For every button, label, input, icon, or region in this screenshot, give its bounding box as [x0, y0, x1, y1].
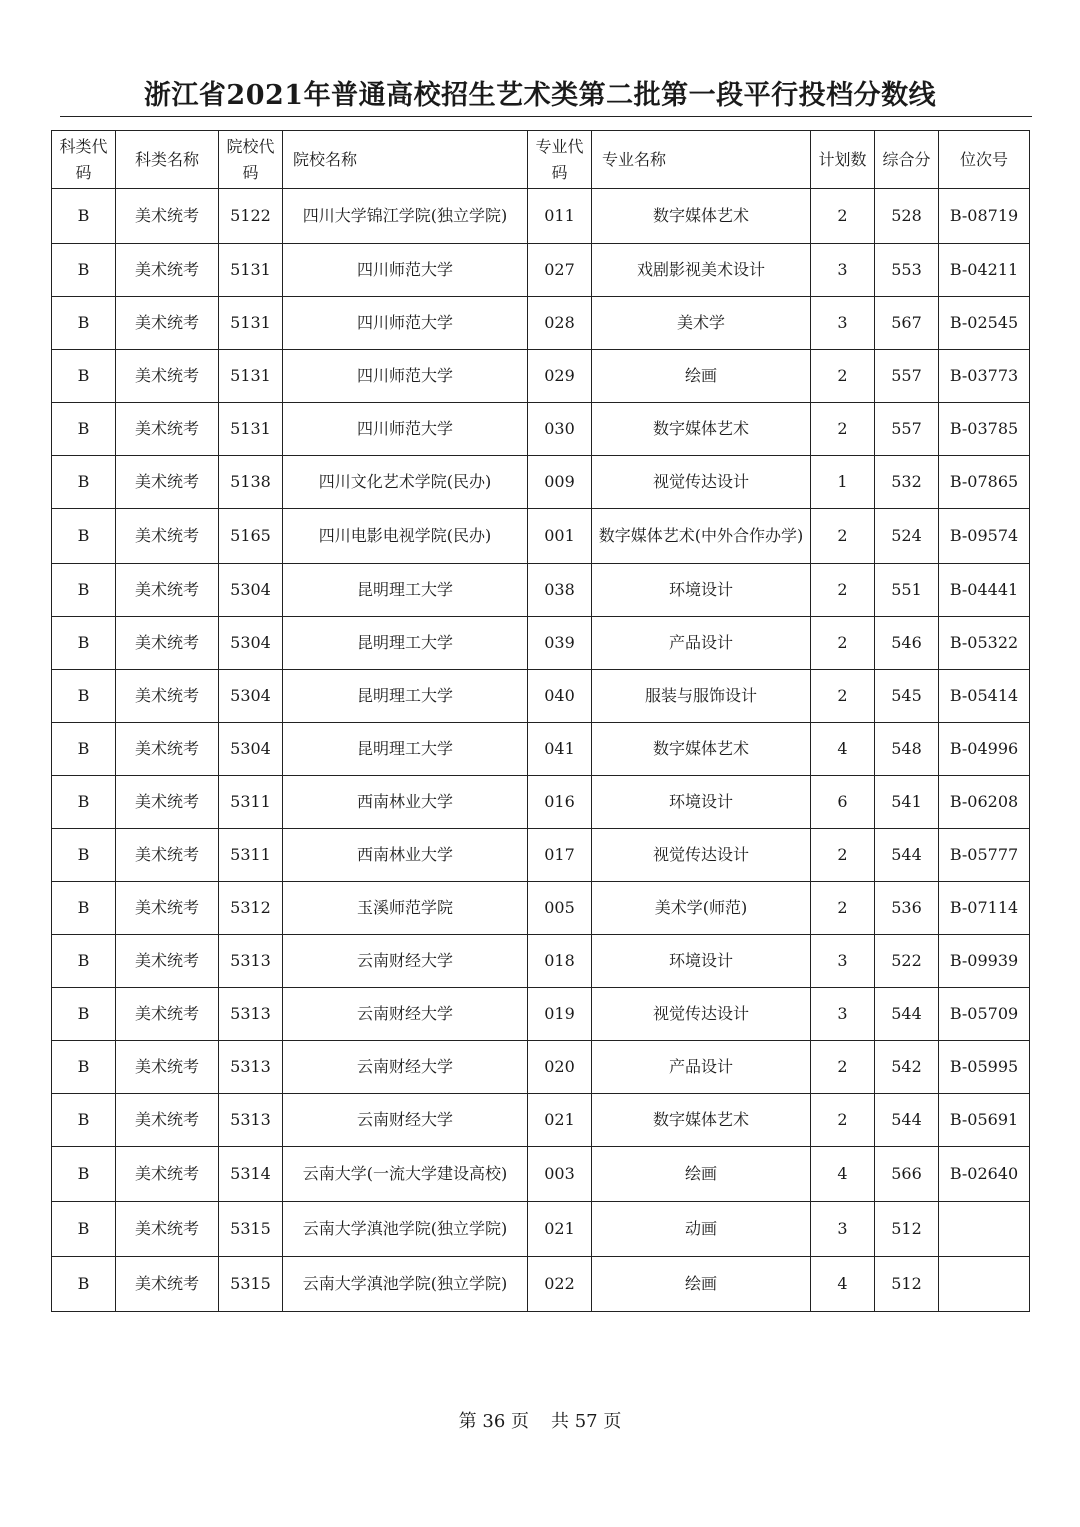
table-row — [52, 829, 1030, 882]
major-name-cell: 环境设计 — [592, 776, 811, 829]
rank-cell: B-06208 — [939, 776, 1030, 829]
rank-cell: B-03773 — [939, 350, 1030, 403]
composite-score-cell: 536 — [875, 882, 939, 935]
rank-cell: B-05995 — [939, 1041, 1030, 1094]
table-body — [52, 189, 1030, 1312]
composite-score-cell: 544 — [875, 1094, 939, 1147]
major-name-cell: 绘画 — [592, 350, 811, 403]
school-name-cell: 四川文化艺术学院(民办) — [283, 456, 528, 509]
composite-score-cell: 524 — [875, 509, 939, 564]
table-row — [52, 456, 1030, 509]
plan-count-cell: 2 — [811, 350, 875, 403]
subject-name-cell: 美术统考 — [116, 1041, 219, 1094]
school-code-cell: 5312 — [219, 882, 283, 935]
composite-score-cell: 544 — [875, 829, 939, 882]
subject-code-cell: B — [52, 1202, 116, 1257]
school-name-cell: 昆明理工大学 — [283, 564, 528, 617]
major-code-cell: 005 — [528, 882, 592, 935]
table-row — [52, 297, 1030, 350]
school-code-cell: 5165 — [219, 509, 283, 564]
composite-score-cell: 532 — [875, 456, 939, 509]
major-code-cell: 018 — [528, 935, 592, 988]
major-name-cell: 视觉传达设计 — [592, 988, 811, 1041]
header-major-name: 专业名称 — [592, 131, 811, 189]
page-number: 第 36 页 — [458, 1411, 529, 1432]
major-code-cell: 009 — [528, 456, 592, 509]
major-code-cell: 041 — [528, 723, 592, 776]
school-name-cell: 四川电影电视学院(民办) — [283, 509, 528, 564]
header-plan-count: 计划数 — [811, 131, 875, 189]
school-code-cell: 5138 — [219, 456, 283, 509]
rank-cell — [939, 1257, 1030, 1312]
subject-name-cell: 美术统考 — [116, 670, 219, 723]
composite-score-cell: 553 — [875, 244, 939, 297]
header-rank: 位次号 — [939, 131, 1030, 189]
school-code-cell: 5313 — [219, 1041, 283, 1094]
school-name-cell: 四川大学锦江学院(独立学院) — [283, 189, 528, 244]
school-code-cell: 5314 — [219, 1147, 283, 1202]
subject-name-cell: 美术统考 — [116, 297, 219, 350]
major-code-cell: 038 — [528, 564, 592, 617]
major-name-cell: 产品设计 — [592, 617, 811, 670]
subject-code-cell: B — [52, 1041, 116, 1094]
plan-count-cell: 2 — [811, 564, 875, 617]
plan-count-cell: 2 — [811, 509, 875, 564]
school-name-cell: 云南财经大学 — [283, 1041, 528, 1094]
major-code-cell: 039 — [528, 617, 592, 670]
school-name-cell: 云南大学滇池学院(独立学院) — [283, 1257, 528, 1312]
rank-cell: B-02545 — [939, 297, 1030, 350]
subject-code-cell: B — [52, 723, 116, 776]
major-name-cell: 视觉传达设计 — [592, 829, 811, 882]
school-code-cell: 5313 — [219, 988, 283, 1041]
major-code-cell: 021 — [528, 1202, 592, 1257]
subject-name-cell: 美术统考 — [116, 617, 219, 670]
plan-count-cell: 2 — [811, 670, 875, 723]
major-code-cell: 021 — [528, 1094, 592, 1147]
title-divider — [60, 116, 1032, 117]
rank-cell: B-04211 — [939, 244, 1030, 297]
table-row — [52, 244, 1030, 297]
rank-cell: B-03785 — [939, 403, 1030, 456]
header-major-code: 专业代码 — [528, 131, 592, 189]
composite-score-cell: 522 — [875, 935, 939, 988]
subject-code-cell: B — [52, 1147, 116, 1202]
school-name-cell: 四川师范大学 — [283, 403, 528, 456]
school-code-cell: 5304 — [219, 564, 283, 617]
rank-cell — [939, 1202, 1030, 1257]
table-row — [52, 1202, 1030, 1257]
composite-score-cell: 548 — [875, 723, 939, 776]
major-name-cell: 戏剧影视美术设计 — [592, 244, 811, 297]
subject-name-cell: 美术统考 — [116, 829, 219, 882]
school-name-cell: 昆明理工大学 — [283, 617, 528, 670]
composite-score-cell: 541 — [875, 776, 939, 829]
school-name-cell: 云南财经大学 — [283, 935, 528, 988]
plan-count-cell: 4 — [811, 1147, 875, 1202]
major-name-cell: 数字媒体艺术 — [592, 723, 811, 776]
major-name-cell: 动画 — [592, 1202, 811, 1257]
major-code-cell: 040 — [528, 670, 592, 723]
school-code-cell: 5311 — [219, 776, 283, 829]
table-row — [52, 350, 1030, 403]
composite-score-cell: 566 — [875, 1147, 939, 1202]
plan-count-cell: 2 — [811, 403, 875, 456]
subject-code-cell: B — [52, 776, 116, 829]
subject-name-cell: 美术统考 — [116, 456, 219, 509]
table-row — [52, 509, 1030, 564]
rank-cell: B-09574 — [939, 509, 1030, 564]
major-name-cell: 绘画 — [592, 1147, 811, 1202]
school-code-cell: 5131 — [219, 244, 283, 297]
subject-code-cell: B — [52, 935, 116, 988]
plan-count-cell: 6 — [811, 776, 875, 829]
subject-name-cell: 美术统考 — [116, 723, 219, 776]
subject-name-cell: 美术统考 — [116, 1202, 219, 1257]
composite-score-cell: 546 — [875, 617, 939, 670]
rank-cell: B-07865 — [939, 456, 1030, 509]
major-code-cell: 016 — [528, 776, 592, 829]
table-header-row — [52, 131, 1030, 189]
subject-name-cell: 美术统考 — [116, 882, 219, 935]
major-code-cell: 011 — [528, 189, 592, 244]
plan-count-cell: 2 — [811, 829, 875, 882]
rank-cell: B-05414 — [939, 670, 1030, 723]
major-name-cell: 环境设计 — [592, 564, 811, 617]
table-row — [52, 988, 1030, 1041]
subject-code-cell: B — [52, 1257, 116, 1312]
school-code-cell: 5313 — [219, 1094, 283, 1147]
major-name-cell: 数字媒体艺术 — [592, 189, 811, 244]
rank-cell: B-04441 — [939, 564, 1030, 617]
page-footer — [0, 1408, 1080, 1436]
rank-cell: B-05709 — [939, 988, 1030, 1041]
school-name-cell: 四川师范大学 — [283, 244, 528, 297]
rank-cell: B-09939 — [939, 935, 1030, 988]
table-row — [52, 189, 1030, 244]
school-code-cell: 5313 — [219, 935, 283, 988]
school-code-cell: 5304 — [219, 670, 283, 723]
major-name-cell: 数字媒体艺术 — [592, 403, 811, 456]
subject-name-cell: 美术统考 — [116, 403, 219, 456]
major-name-cell: 环境设计 — [592, 935, 811, 988]
school-code-cell: 5315 — [219, 1257, 283, 1312]
school-name-cell: 云南财经大学 — [283, 988, 528, 1041]
header-subject-name: 科类名称 — [116, 131, 219, 189]
plan-count-cell: 4 — [811, 723, 875, 776]
major-name-cell: 产品设计 — [592, 1041, 811, 1094]
table-row — [52, 564, 1030, 617]
composite-score-cell: 528 — [875, 189, 939, 244]
school-code-cell: 5122 — [219, 189, 283, 244]
subject-code-cell: B — [52, 297, 116, 350]
admission-score-table — [51, 130, 1030, 1312]
major-name-cell: 美术学 — [592, 297, 811, 350]
table-row — [52, 1257, 1030, 1312]
subject-code-cell: B — [52, 244, 116, 297]
subject-name-cell: 美术统考 — [116, 189, 219, 244]
plan-count-cell: 1 — [811, 456, 875, 509]
page-total: 共 57 页 — [551, 1411, 622, 1432]
subject-name-cell: 美术统考 — [116, 1094, 219, 1147]
composite-score-cell: 512 — [875, 1202, 939, 1257]
major-code-cell: 001 — [528, 509, 592, 564]
subject-name-cell: 美术统考 — [116, 509, 219, 564]
major-code-cell: 029 — [528, 350, 592, 403]
major-name-cell: 绘画 — [592, 1257, 811, 1312]
subject-name-cell: 美术统考 — [116, 935, 219, 988]
rank-cell: B-05777 — [939, 829, 1030, 882]
plan-count-cell: 2 — [811, 1094, 875, 1147]
rank-cell: B-05691 — [939, 1094, 1030, 1147]
subject-code-cell: B — [52, 564, 116, 617]
composite-score-cell: 567 — [875, 297, 939, 350]
header-subject-code: 科类代码 — [52, 131, 116, 189]
school-code-cell: 5131 — [219, 350, 283, 403]
major-code-cell: 022 — [528, 1257, 592, 1312]
major-code-cell: 003 — [528, 1147, 592, 1202]
rank-cell: B-08719 — [939, 189, 1030, 244]
rank-cell: B-07114 — [939, 882, 1030, 935]
plan-count-cell: 2 — [811, 882, 875, 935]
school-name-cell: 昆明理工大学 — [283, 723, 528, 776]
plan-count-cell: 3 — [811, 297, 875, 350]
header-composite-score: 综合分 — [875, 131, 939, 189]
school-code-cell: 5304 — [219, 723, 283, 776]
rank-cell: B-02640 — [939, 1147, 1030, 1202]
school-name-cell: 云南大学滇池学院(独立学院) — [283, 1202, 528, 1257]
school-code-cell: 5131 — [219, 403, 283, 456]
subject-name-cell: 美术统考 — [116, 988, 219, 1041]
subject-code-cell: B — [52, 617, 116, 670]
subject-name-cell: 美术统考 — [116, 350, 219, 403]
table-row — [52, 1094, 1030, 1147]
major-name-cell: 数字媒体艺术 — [592, 1094, 811, 1147]
subject-code-cell: B — [52, 829, 116, 882]
composite-score-cell: 557 — [875, 403, 939, 456]
page-title: 浙江省2021年普通高校招生艺术类第二批第一段平行投档分数线 — [143, 80, 937, 111]
plan-count-cell: 3 — [811, 1202, 875, 1257]
subject-code-cell: B — [52, 456, 116, 509]
table-row — [52, 935, 1030, 988]
major-name-cell: 美术学(师范) — [592, 882, 811, 935]
subject-code-cell: B — [52, 350, 116, 403]
table-row — [52, 403, 1030, 456]
major-code-cell: 027 — [528, 244, 592, 297]
plan-count-cell: 4 — [811, 1257, 875, 1312]
table-row — [52, 1041, 1030, 1094]
school-name-cell: 西南林业大学 — [283, 829, 528, 882]
subject-name-cell: 美术统考 — [116, 244, 219, 297]
subject-code-cell: B — [52, 988, 116, 1041]
table-row — [52, 617, 1030, 670]
rank-cell: B-04996 — [939, 723, 1030, 776]
subject-code-cell: B — [52, 189, 116, 244]
composite-score-cell: 542 — [875, 1041, 939, 1094]
major-code-cell: 028 — [528, 297, 592, 350]
plan-count-cell: 3 — [811, 988, 875, 1041]
plan-count-cell: 2 — [811, 189, 875, 244]
major-code-cell: 019 — [528, 988, 592, 1041]
table-row — [52, 882, 1030, 935]
subject-code-cell: B — [52, 670, 116, 723]
subject-code-cell: B — [52, 882, 116, 935]
composite-score-cell: 512 — [875, 1257, 939, 1312]
school-name-cell: 云南财经大学 — [283, 1094, 528, 1147]
plan-count-cell: 3 — [811, 244, 875, 297]
plan-count-cell: 2 — [811, 1041, 875, 1094]
major-code-cell: 030 — [528, 403, 592, 456]
composite-score-cell: 544 — [875, 988, 939, 1041]
school-name-cell: 西南林业大学 — [283, 776, 528, 829]
plan-count-cell: 3 — [811, 935, 875, 988]
header-school-name: 院校名称 — [283, 131, 528, 189]
school-name-cell: 昆明理工大学 — [283, 670, 528, 723]
major-code-cell: 020 — [528, 1041, 592, 1094]
composite-score-cell: 551 — [875, 564, 939, 617]
school-name-cell: 玉溪师范学院 — [283, 882, 528, 935]
composite-score-cell: 545 — [875, 670, 939, 723]
table-row — [52, 670, 1030, 723]
subject-code-cell: B — [52, 403, 116, 456]
school-name-cell: 四川师范大学 — [283, 350, 528, 403]
major-name-cell: 数字媒体艺术(中外合作办学) — [592, 509, 811, 564]
major-name-cell: 服装与服饰设计 — [592, 670, 811, 723]
header-school-code: 院校代码 — [219, 131, 283, 189]
school-name-cell: 云南大学(一流大学建设高校) — [283, 1147, 528, 1202]
subject-code-cell: B — [52, 1094, 116, 1147]
table-row — [52, 723, 1030, 776]
composite-score-cell: 557 — [875, 350, 939, 403]
subject-code-cell: B — [52, 509, 116, 564]
school-code-cell: 5315 — [219, 1202, 283, 1257]
plan-count-cell: 2 — [811, 617, 875, 670]
school-code-cell: 5304 — [219, 617, 283, 670]
subject-name-cell: 美术统考 — [116, 1147, 219, 1202]
major-code-cell: 017 — [528, 829, 592, 882]
subject-name-cell: 美术统考 — [116, 776, 219, 829]
table-row — [52, 1147, 1030, 1202]
subject-name-cell: 美术统考 — [116, 1257, 219, 1312]
table-row — [52, 776, 1030, 829]
school-code-cell: 5131 — [219, 297, 283, 350]
rank-cell: B-05322 — [939, 617, 1030, 670]
subject-name-cell: 美术统考 — [116, 564, 219, 617]
school-name-cell: 四川师范大学 — [283, 297, 528, 350]
school-code-cell: 5311 — [219, 829, 283, 882]
major-name-cell: 视觉传达设计 — [592, 456, 811, 509]
